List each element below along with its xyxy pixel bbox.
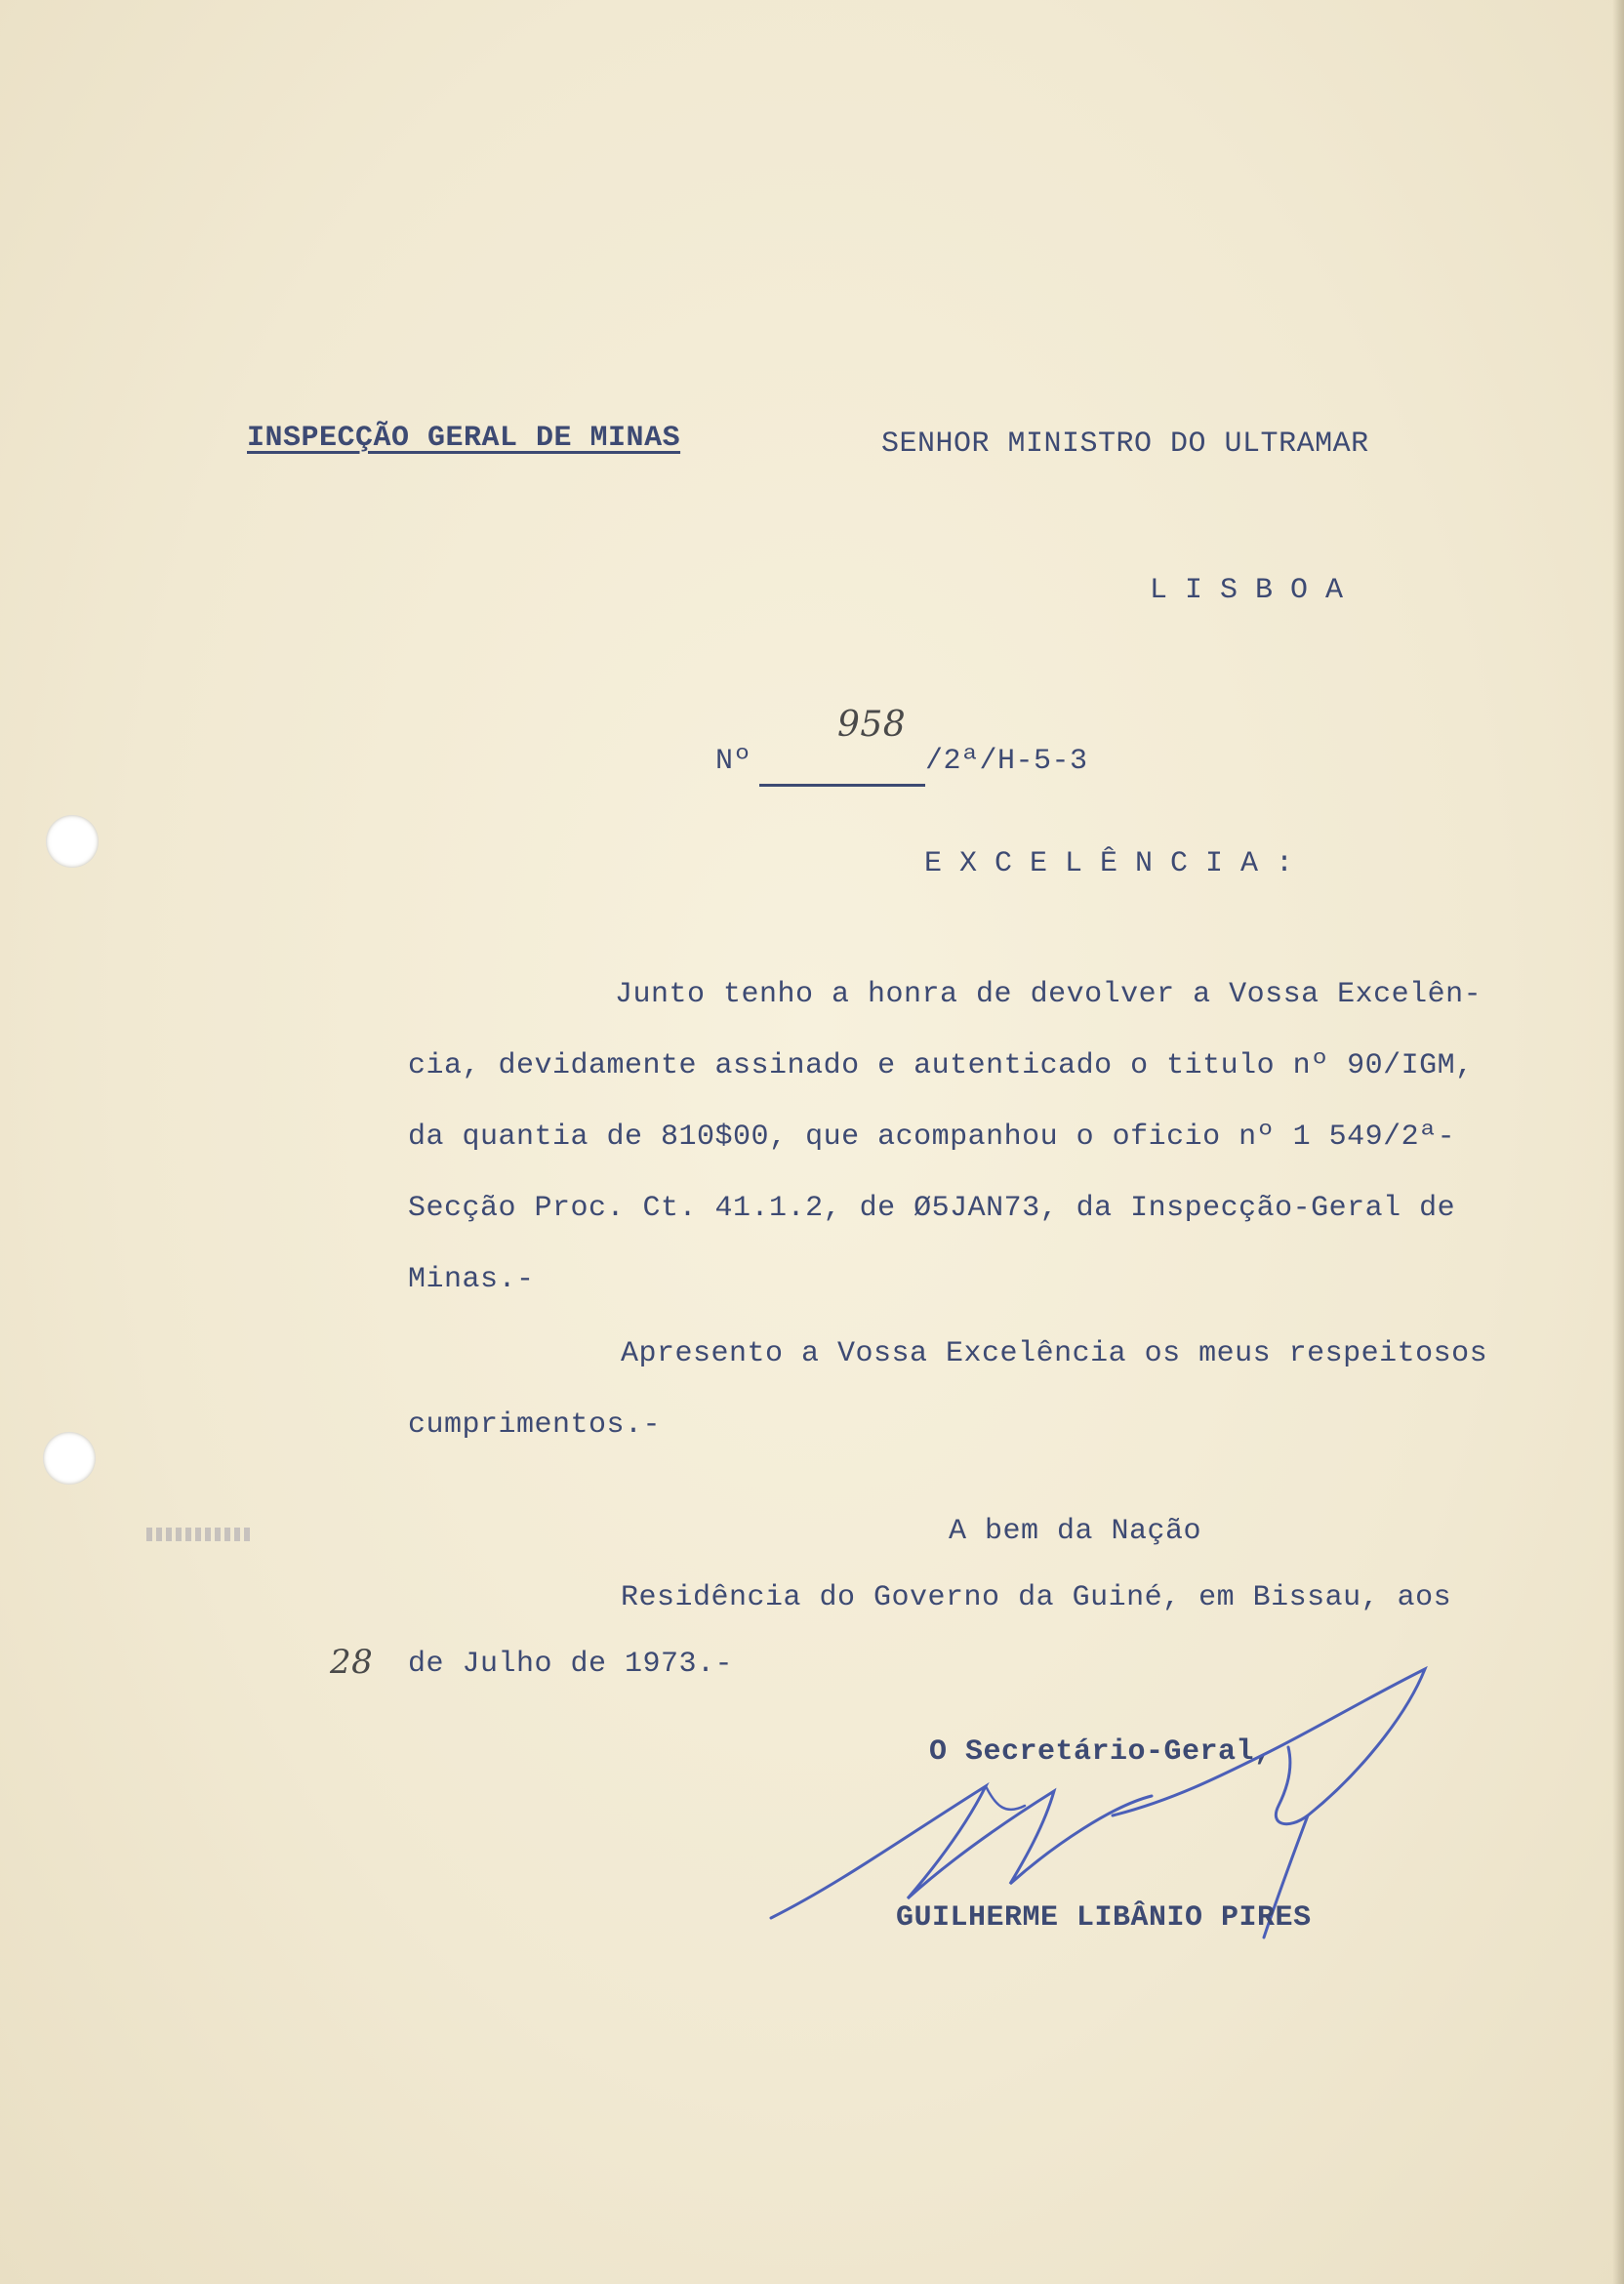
body-line-2: cia, devidamente assinado e autenticado o titulo nº 90/IGM,	[408, 1049, 1474, 1082]
body-line-5: Minas.-	[408, 1263, 535, 1296]
salutation: EXCELÊNCIA:	[924, 847, 1312, 880]
handwritten-signature	[761, 1659, 1444, 1942]
date-day-handwritten: 28	[330, 1643, 374, 1682]
closing-place-line: Residência do Governo da Guiné, em Bissau, aos	[621, 1581, 1452, 1614]
body-line-3: da quantia de 810$00, que acompanhou o oficio nº 1 549/2ª-	[408, 1121, 1456, 1154]
punch-hole-bottom	[43, 1432, 96, 1485]
signatory-name: GUILHERME LIBÂNIO PIRES	[896, 1901, 1312, 1935]
page-edge-shadow	[1612, 0, 1624, 2284]
closing-motto: A bem da Nação	[949, 1515, 1202, 1548]
reference-suffix: /2ª/H-5-3	[925, 745, 1088, 778]
body-line-7: cumprimentos.-	[408, 1408, 662, 1442]
addressee: SENHOR MINISTRO DO ULTRAMAR	[881, 428, 1369, 461]
addressee-city: LISBOA	[1150, 574, 1361, 607]
faint-stamp-mark	[146, 1528, 254, 1541]
closing-date-line: de Julho de 1973.-	[408, 1648, 734, 1681]
punch-hole-top	[46, 815, 99, 868]
reference-prefix: Nº	[715, 745, 752, 778]
signatory-title: O Secretário-Geral,	[929, 1735, 1273, 1769]
body-line-4: Secção Proc. Ct. 41.1.2, de Ø5JAN73, da Inspecção-Geral de	[408, 1192, 1456, 1225]
reference-number-line	[759, 784, 925, 787]
reference-number-handwritten: 958	[837, 705, 907, 745]
body-line-1: Junto tenho a honra de devolver a Vossa Excelên-	[615, 978, 1482, 1011]
body-line-6: Apresento a Vossa Excelência os meus respeitosos	[621, 1337, 1488, 1370]
sender-organization: INSPECÇÃO GERAL DE MINAS	[247, 422, 681, 455]
